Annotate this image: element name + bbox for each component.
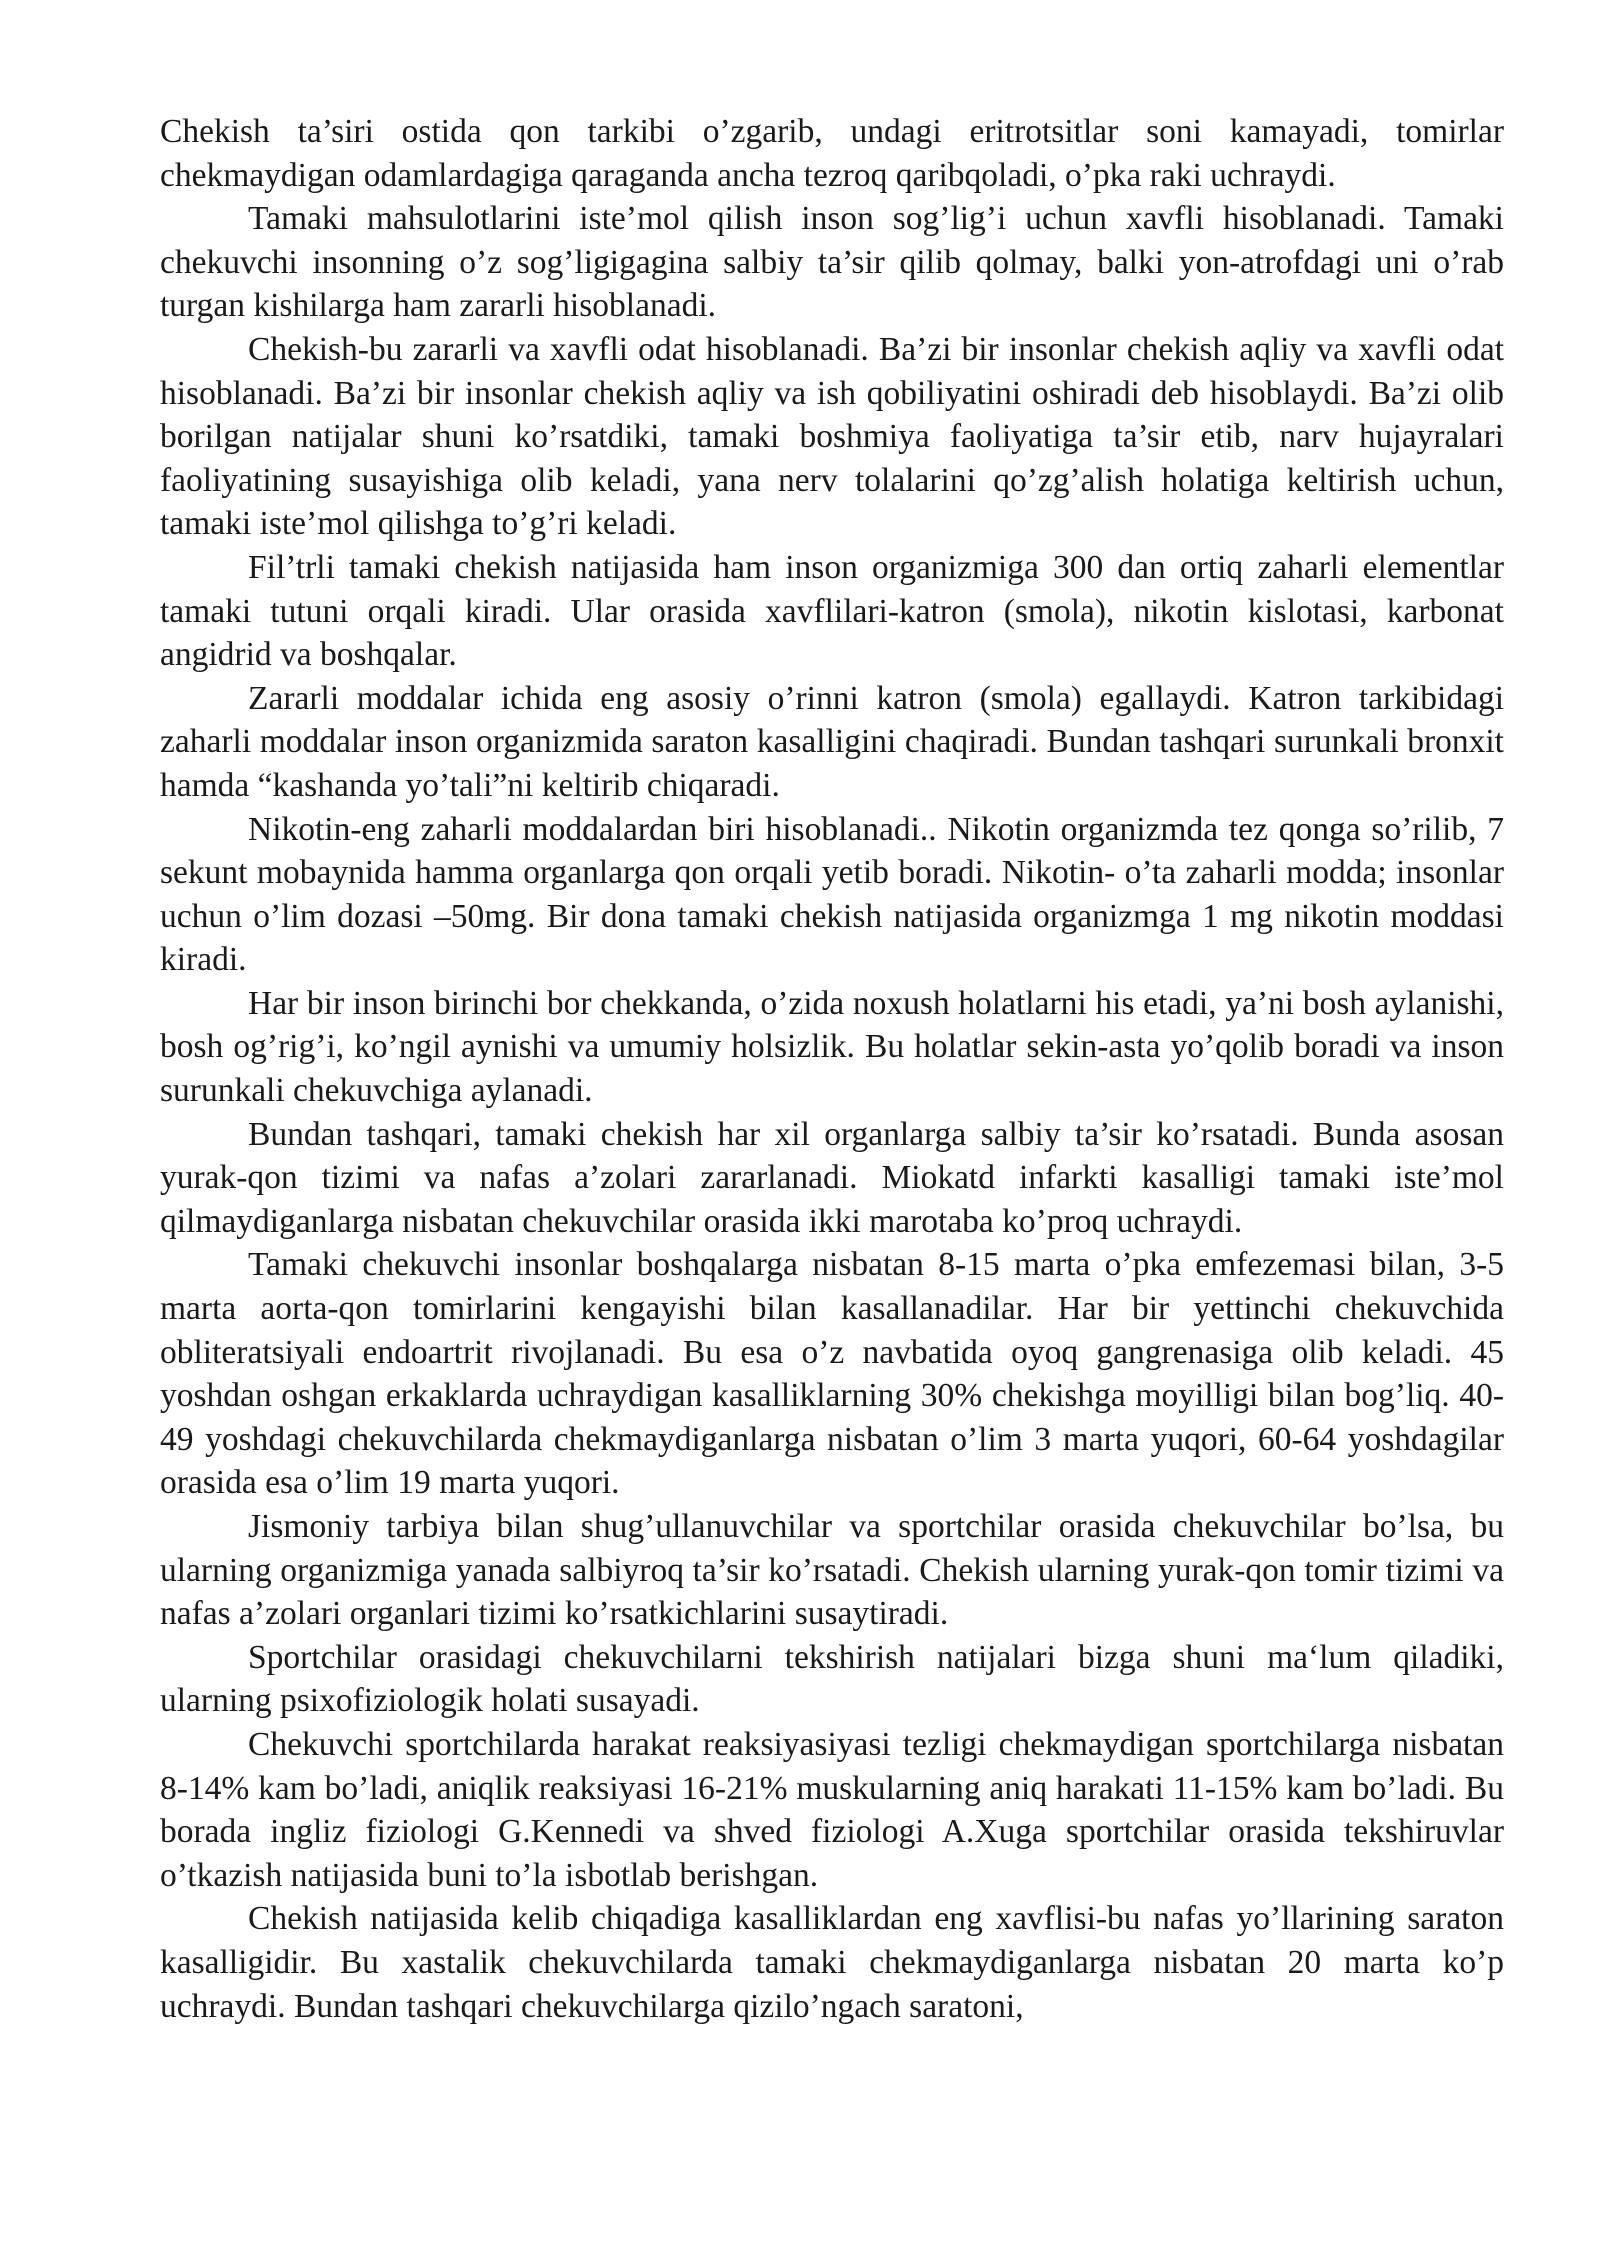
paragraph: Sportchilar orasidagi chekuvchilarni tekshirish natijalari bizga shuni ma‘lum qiladiki, ularning psixofiziologik holati susayadi. (160, 1638, 1504, 1720)
paragraph: Bundan tashqari, tamaki chekish har xil organlarga salbiy ta’sir ko’rsatadi. Bunda asosan yurak-qon tizimi va nafas a’zolari zararlanadi. Miokatd infarkti kasalligi tamaki iste’mol qilmaydiganlarga nisbatan chekuvchilar orasida ikki marotaba ko’proq uchraydi. (160, 1115, 1504, 1240)
document-page (160, 110, 1504, 2028)
paragraph: Chekish ta’siri ostida qon tarkibi o’zgarib, undagi eritrotsitlar soni kamayadi, tomirlar chekmaydigan odamlardagiga qaraganda ancha tezroq qaribqoladi, o’pka raki uchraydi. (160, 113, 1504, 194)
paragraph: Chekuvchi sportchilarda harakat reaksiyasiyasi tezligi chekmaydigan sportchilarga nisbatan 8-14% kam bo’ladi, aniqlik reaksiyasi 16-21% muskularning aniq harakati 11-15% kam bo’ladi. Bu borada ingliz fiziologi G.Kennedi va shved fiziologi A.Xuga sportchilar orasida tekshiruvlar o’tkazish natijasida buni to’la isbotlab berishgan. (160, 1725, 1504, 1894)
paragraph: Har bir inson birinchi bor chekkanda, o’zida noxush holatlarni his etadi, ya’ni bosh aylanishi, bosh og’rig’i, ko’ngil aynishi va umumiy holsizlik. Bu holatlar sekin-asta yo’qolib boradi va inson surunkali chekuvchiga aylanadi. (160, 984, 1504, 1110)
paragraph: Tamaki mahsulotlarini iste’mol qilish inson sog’lig’i uchun xavfli hisoblanadi. Tamaki chekuvchi insonning o’z sog’ligigagina salbiy ta’sir qilib qolmay, balki yon-atrofdagi uni o’rab turgan kishilarga ham zararli hisoblanadi. (160, 200, 1504, 325)
paragraph: Zararli moddalar ichida eng asosiy o’rinni katron (smola) egallaydi. Katron tarkibidagi zaharli moddalar inson organizmida saraton kasalligini chaqiradi. Bundan tashqari surunkali bronxit hamda “kashanda yo’tali”ni keltirib chiqaradi. (160, 679, 1504, 804)
paragraph: Nikotin-eng zaharli moddalardan biri hisoblanadi.. Nikotin organizmda tez qonga so’rilib, 7 sekunt mobaynida hamma organlarga qon orqali yetib boradi. Nikotin- o’ta zaharli modda; insonlar uchun o’lim dozasi –50mg. Bir dona tamaki chekish natijasida organizmga 1 mg nikotin moddasi kiradi. (160, 810, 1504, 979)
paragraph: Chekish natijasida kelib chiqadiga kasalliklardan eng xavflisi-bu nafas yo’llarining saraton kasalligidir. Bu xastalik chekuvchilarda tamaki chekmaydiganlarga nisbatan 20 marta ko’p uchraydi. Bundan tashqari chekuvchilarga qizilo’ngach saratoni, (160, 1900, 1504, 2025)
paragraph: Chekish-bu zararli va xavfli odat hisoblanadi. Ba’zi bir insonlar chekish aqliy va xavfli odat hisoblanadi. Ba’zi bir insonlar chekish aqliy va ish qobiliyatini oshiradi deb hisoblaydi. Ba’zi olib borilgan natijalar shuni ko’rsatdiki, tamaki boshmiya faoliyatiga ta’sir etib, narv hujayralari faoliyatining susayishiga olib keladi, yana nerv tolalarini qo’zg’alish holatiga keltirish uchun, tamaki iste’mol qilishga to’g’ri keladi. (160, 330, 1504, 543)
paragraph: Jismoniy tarbiya bilan shug’ullanuvchilar va sportchilar orasida chekuvchilar bo’lsa, bu ularning organizmiga yanada salbiyroq ta’sir ko’rsatadi. Chekish ularning yurak-qon tomir tizimi va nafas a’zolari organlari tizimi ko’rsatkichlarini susaytiradi. (160, 1508, 1504, 1633)
paragraph: Tamaki chekuvchi insonlar boshqalarga nisbatan 8-15 marta o’pka emfezemasi bilan, 3-5 marta aorta-qon tomirlarini kengayishi bilan kasallanadilar. Har bir yettinchi chekuvchida obliteratsiyali endoartrit rivojlanadi. Bu esa o’z navbatida oyoq gangrenasiga olib keladi. 45 yoshdan oshgan erkaklarda uchraydigan kasalliklarning 30% chekishga moyilligi bilan bog’liq. 40-49 yoshdagi chekuvchilarda chekmaydiganlarga nisbatan o’lim 3 marta yuqori, 60-64 yoshdagilar orasida esa o’lim 19 marta yuqori. (160, 1246, 1504, 1502)
paragraph: Fil’trli tamaki chekish natijasida ham inson organizmiga 300 dan ortiq zaharli elementlar tamaki tutuni orqali kiradi. Ular orasida xavflilari-katron (smola), nikotin kislotasi, karbonat angidrid va boshqalar. (160, 548, 1504, 674)
